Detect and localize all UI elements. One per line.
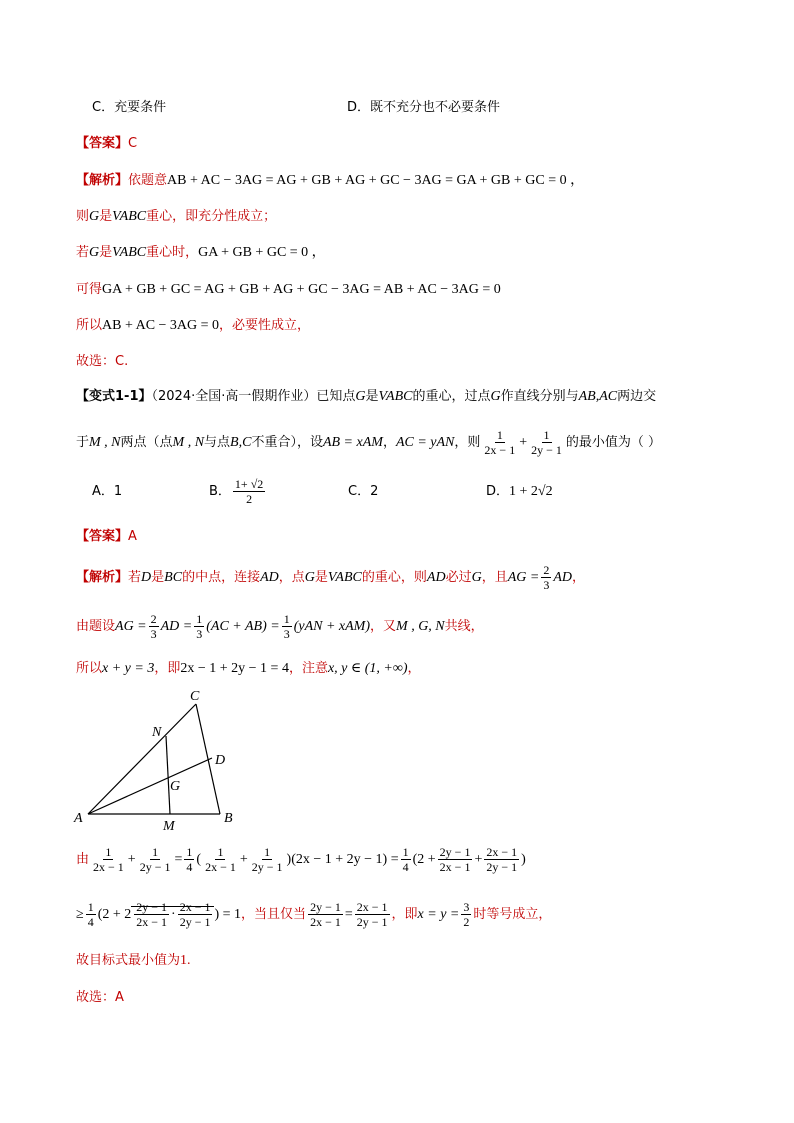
- text: ，即: [391, 907, 418, 922]
- label-d: D: [215, 753, 226, 768]
- math-g: G: [89, 209, 100, 224]
- text: 共线，: [444, 619, 484, 634]
- median-ad: [88, 758, 212, 814]
- text: 是: [365, 389, 379, 404]
- math: x = y =: [417, 907, 460, 922]
- text: ，: [572, 570, 586, 585]
- fraction: $\frac{1}{3}$: [283, 612, 290, 641]
- text: 是: [314, 570, 328, 585]
- option-c: C．充要条件: [92, 100, 167, 115]
- edge-ac: [88, 704, 196, 814]
- fraction: $\frac{1}{3}$: [196, 612, 203, 641]
- text: 的中点，连接: [182, 570, 261, 585]
- math: (AC + AB) =: [206, 619, 280, 634]
- fraction: $\frac{1}{2y - 1}$: [139, 845, 171, 874]
- math-triangle: VABC: [327, 570, 362, 585]
- text: 若: [76, 245, 90, 260]
- equals: =: [174, 852, 183, 867]
- math-mn: M , N: [172, 435, 205, 450]
- text: 两边交: [617, 389, 657, 404]
- text: 可得: [76, 282, 103, 297]
- fraction: $\frac{3}{2}$: [463, 900, 470, 929]
- math-ad: AD: [426, 570, 446, 585]
- analysis2-line-2: [76, 612, 484, 642]
- vector-equation: GA + GB + GC = 0 ，: [198, 245, 326, 260]
- math-eq2: AC = yAN: [395, 435, 455, 450]
- plus: +: [127, 852, 136, 867]
- answer-line-1: [76, 134, 137, 154]
- choice-d-math: 1 + 2√2: [509, 484, 553, 499]
- math: )(2x − 1 + 2y − 1) =: [286, 852, 399, 867]
- math-triangle: VABC: [112, 209, 147, 224]
- answer-tag: 【答案】: [76, 529, 129, 544]
- analysis-line-1: [76, 171, 584, 191]
- text: 时等号成立，: [473, 907, 552, 922]
- text: 所以: [76, 318, 103, 333]
- plus: +: [474, 852, 483, 867]
- vector-equation: AB + AC − 3AG = AG + GB + AG + GC − 3AG = GA + GB + GC = 0 ，: [167, 173, 585, 188]
- label-c: C: [190, 689, 200, 704]
- text: ，点: [278, 570, 305, 585]
- fraction: $\frac{2y - 1}{2x - 1}$: [136, 900, 168, 929]
- text: 是: [99, 245, 113, 260]
- dot: ·: [171, 907, 176, 922]
- equals: =: [344, 907, 353, 922]
- text: 是: [151, 570, 165, 585]
- fraction: $\frac{1}{2y - 1}$: [531, 428, 562, 457]
- question-line-2: [76, 428, 661, 458]
- math: 2x − 1 + 2y − 1 = 4: [180, 661, 289, 676]
- analysis-text: 依题意: [128, 173, 168, 188]
- choice-d-label: D．: [486, 484, 510, 499]
- fraction: $\frac{2}{3}$: [150, 612, 157, 641]
- fraction: $\frac{2y - 1}{2x - 1}$: [310, 900, 341, 929]
- analysis2-line-1: [76, 563, 585, 593]
- analysis2-line-6: [76, 951, 191, 971]
- text: ，注意: [288, 661, 328, 676]
- fraction: $\frac{1}{4}$: [402, 845, 409, 874]
- fraction: $\frac{2x - 1}{2y - 1}$: [179, 900, 211, 929]
- math: (2 +: [412, 852, 436, 867]
- math: x, y ∈ (1, +∞): [327, 661, 408, 676]
- label-a: A: [74, 811, 83, 826]
- question-line-1: [76, 387, 656, 407]
- text: 所以: [76, 661, 103, 676]
- sqrt: [131, 900, 214, 929]
- option-d: D．既不充分也不必要条件: [347, 100, 501, 115]
- text: 若: [128, 570, 142, 585]
- triangle-figure: [70, 686, 250, 836]
- text: ，即: [154, 661, 181, 676]
- math: M , G, N: [396, 619, 445, 634]
- text: 的最小值为（ ）: [565, 435, 662, 450]
- text: 重心时，: [146, 245, 199, 260]
- math-g: G: [89, 245, 100, 260]
- fraction: $\frac{1}{4}$: [186, 845, 193, 874]
- math-sides: AB,AC: [578, 389, 618, 404]
- label-n: N: [152, 725, 162, 740]
- math-bc: B,C: [230, 435, 252, 450]
- text: 则: [76, 209, 90, 224]
- ge: ≥: [76, 907, 84, 922]
- math: AD =: [160, 619, 193, 634]
- fraction: $\frac{2}{3}$: [543, 563, 550, 592]
- text: 故目标式最小值为: [76, 953, 181, 968]
- text: 于: [76, 435, 90, 450]
- label-b: B: [224, 811, 233, 826]
- paren: (: [196, 852, 202, 867]
- math-g: G: [304, 570, 315, 585]
- math-mn: M , N: [89, 435, 121, 450]
- vector-equation: GA + GB + GC = AG + GB + AG + GC − 3AG = AB + AC − 3AG = 0: [102, 282, 501, 297]
- text: 两点（点: [120, 435, 173, 450]
- choice-d: [486, 482, 553, 502]
- analysis-line-3: [76, 243, 326, 263]
- text: 不重合），设: [251, 435, 323, 450]
- text: 由: [76, 852, 90, 867]
- paren: ): [521, 852, 526, 867]
- text: 作直线分别与: [500, 389, 579, 404]
- analysis-tag: 【解析】: [76, 570, 129, 585]
- math-eq1: AB = xAM: [322, 435, 383, 450]
- plus: +: [239, 852, 248, 867]
- math-g: G: [490, 389, 501, 404]
- text: ，则: [454, 435, 481, 450]
- analysis-line-4: [76, 280, 501, 300]
- text: ，: [407, 661, 421, 676]
- math-triangle: VABC: [112, 245, 147, 260]
- math: AG =: [115, 619, 147, 634]
- analysis-line-5: [76, 316, 310, 336]
- analysis-line-2: [76, 207, 276, 227]
- text: 由题设: [76, 619, 116, 634]
- analysis2-line-3: [76, 659, 421, 679]
- analysis2-line-4: [76, 843, 526, 877]
- fraction: $\frac{1}{2x - 1}$: [93, 845, 124, 874]
- text: （2024·全国·高一假期作业）已知点: [151, 389, 356, 404]
- answer-value: C: [128, 136, 138, 151]
- text: ，必要性成立，: [219, 318, 311, 333]
- vector-equation: AB + AC − 3AG = 0: [102, 318, 220, 333]
- math-g: G: [355, 389, 366, 404]
- math-triangle: VABC: [378, 389, 413, 404]
- math: (2 + 2: [97, 907, 132, 922]
- math-ad: AD: [260, 570, 279, 585]
- fraction: $\frac{1}{2x - 1}$: [484, 428, 516, 457]
- fraction: $\frac{1+ √2}{2}$: [234, 477, 264, 506]
- text: ，又: [370, 619, 397, 634]
- text: 的重心，则: [361, 570, 427, 585]
- line-mn: [166, 736, 170, 814]
- answer-line-2: [76, 527, 137, 547]
- variant-tag: 【变式1-1】: [76, 389, 152, 404]
- text: 与点: [204, 435, 231, 450]
- analysis-tag: 【解析】: [76, 173, 129, 188]
- math-g: G: [471, 570, 482, 585]
- math-ag: AG =: [507, 570, 540, 585]
- fraction: $\frac{2x - 1}{2y - 1}$: [356, 900, 388, 929]
- answer-tag: 【答案】: [76, 136, 129, 151]
- math-d: D: [141, 570, 152, 585]
- math-ad: AD: [553, 570, 572, 585]
- text: 重心，即充分性成立；: [146, 209, 277, 224]
- text: 的重心，过点: [412, 389, 491, 404]
- fraction: $\frac{2x - 1}{2y - 1}$: [486, 845, 518, 874]
- fraction: $\frac{1}{4}$: [87, 900, 94, 929]
- math-bc: BC: [164, 570, 183, 585]
- choose-line: 故选：C.: [76, 354, 129, 369]
- label-g: G: [170, 779, 181, 794]
- min-value: 1.: [180, 953, 191, 968]
- analysis2-line-5: [76, 896, 551, 934]
- text: ，当且仅当: [241, 907, 307, 922]
- label-m: M: [163, 819, 175, 834]
- text: ，且: [481, 570, 508, 585]
- math: ) = 1: [214, 907, 242, 922]
- math: x + y = 3: [102, 661, 155, 676]
- choice-b: [209, 474, 267, 510]
- fraction: $\frac{2y - 1}{2x - 1}$: [439, 845, 471, 874]
- fraction: $\frac{1}{2x - 1}$: [205, 845, 236, 874]
- math: (yAN + xAM): [293, 619, 371, 634]
- answer-value: A: [128, 529, 137, 544]
- choose-line-2: 故选：A: [76, 990, 124, 1005]
- text: 必过: [445, 570, 472, 585]
- choice-b-label: B．: [209, 484, 231, 499]
- choice-a: A．1: [92, 484, 123, 499]
- fraction: $\frac{1}{2y - 1}$: [251, 845, 283, 874]
- text: ，: [382, 435, 396, 450]
- text: 是: [99, 209, 113, 224]
- plus: +: [519, 435, 528, 450]
- choice-c: C．2: [348, 484, 379, 499]
